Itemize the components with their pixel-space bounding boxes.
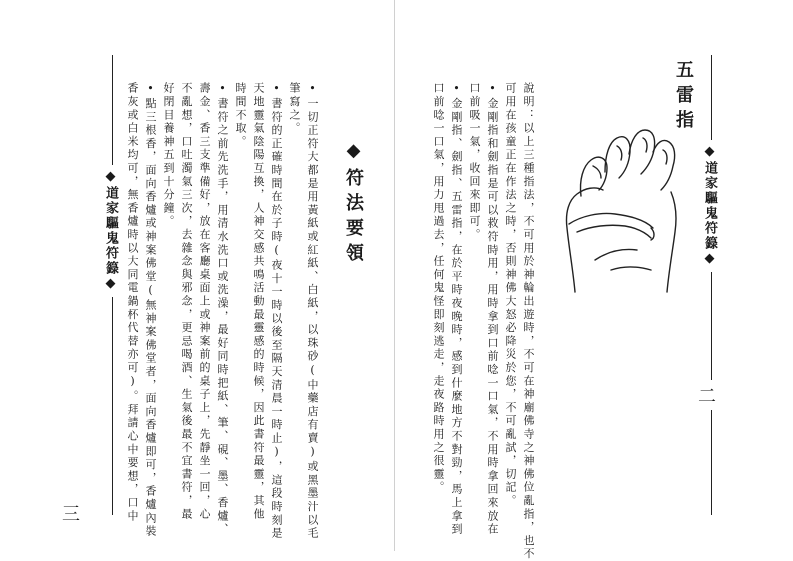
text-column: 好閉目養神五到十分鐘。 (162, 82, 175, 229)
text-column: •一切正符大都是用黃紙或紅紙、白紙，以珠砂(中藥店有賣)或黑墨汁以毛 (306, 82, 319, 541)
text-column: 天地靈氣陰陽互換，人神交感共鳴活動最靈感的時候，因此書符最靈，其他 (252, 82, 265, 521)
text-column: 不亂想，口吐濁氣三次，去雜念與邪念，更忌喝酒、生氣後最不宜書符，最 (180, 82, 193, 521)
text-column: •金剛指和劍指是可以救符時用，用時拿到口前唸一口氣，不用時拿回來放在 (486, 82, 499, 537)
right-page (396, 0, 793, 561)
text-column: •書符之前先洗手，用清水洗口或洗澡，最好同時把紙、筆、硯、墨、香爐、 (216, 82, 229, 537)
text-column: 筆寫之。 (288, 82, 301, 136)
body-text (125, 82, 319, 540)
text-column: •點三根香，面向香爐或神案佛堂(無神案佛堂者，面向香爐即可，香爐內裝 (144, 82, 157, 539)
text-column: •書符的正確時間在於子時(夜十一時以後至隔天清晨一時止)，這段時刻是 (270, 82, 283, 541)
text-column: 口前唸一口氣，用力甩過去，任何鬼怪即刻逃走，走夜路時用之很靈。 (432, 82, 445, 495)
text-column: •金剛指、劍指、五雷指，在於平時夜晚時，感到什麼地方不對勁，馬上拿到 (450, 82, 463, 537)
text-column: 口前吸一氣，收回來即可。 (468, 82, 481, 242)
page-title: 五雷指 (673, 60, 694, 135)
page-rule-right (711, 55, 712, 515)
page-number: 二 (698, 380, 716, 410)
section-title: ◆符法要領 (343, 140, 364, 268)
page-number: 三 (62, 504, 80, 525)
text-column: 香灰或白米均可，無香爐時以大同電鍋杯代替亦可)。拜請心中要想，口中 (126, 82, 139, 523)
text-column: 說明：以上三種指法，不可用於神輪出遊時，不可在神廟佛寺之神佛位亂指，也不 (522, 82, 535, 561)
running-head: ◆道家驅鬼符籙◆ (702, 140, 717, 272)
text-column: 壽金、香三支準備好，放在客廳桌面上或神案前的桌子上，先靜坐一回，心 (198, 82, 211, 521)
body-text (431, 82, 535, 561)
five-thunder-hand-illustration (555, 120, 690, 295)
running-head: ◆道家驅鬼符籙◆ (103, 165, 118, 297)
text-column: 可用在孩童正在作法之時，否則神佛大怒必降災於您，不可亂試，切記。 (504, 82, 517, 508)
left-page (0, 0, 395, 551)
text-column: 時間不取。 (234, 82, 247, 149)
